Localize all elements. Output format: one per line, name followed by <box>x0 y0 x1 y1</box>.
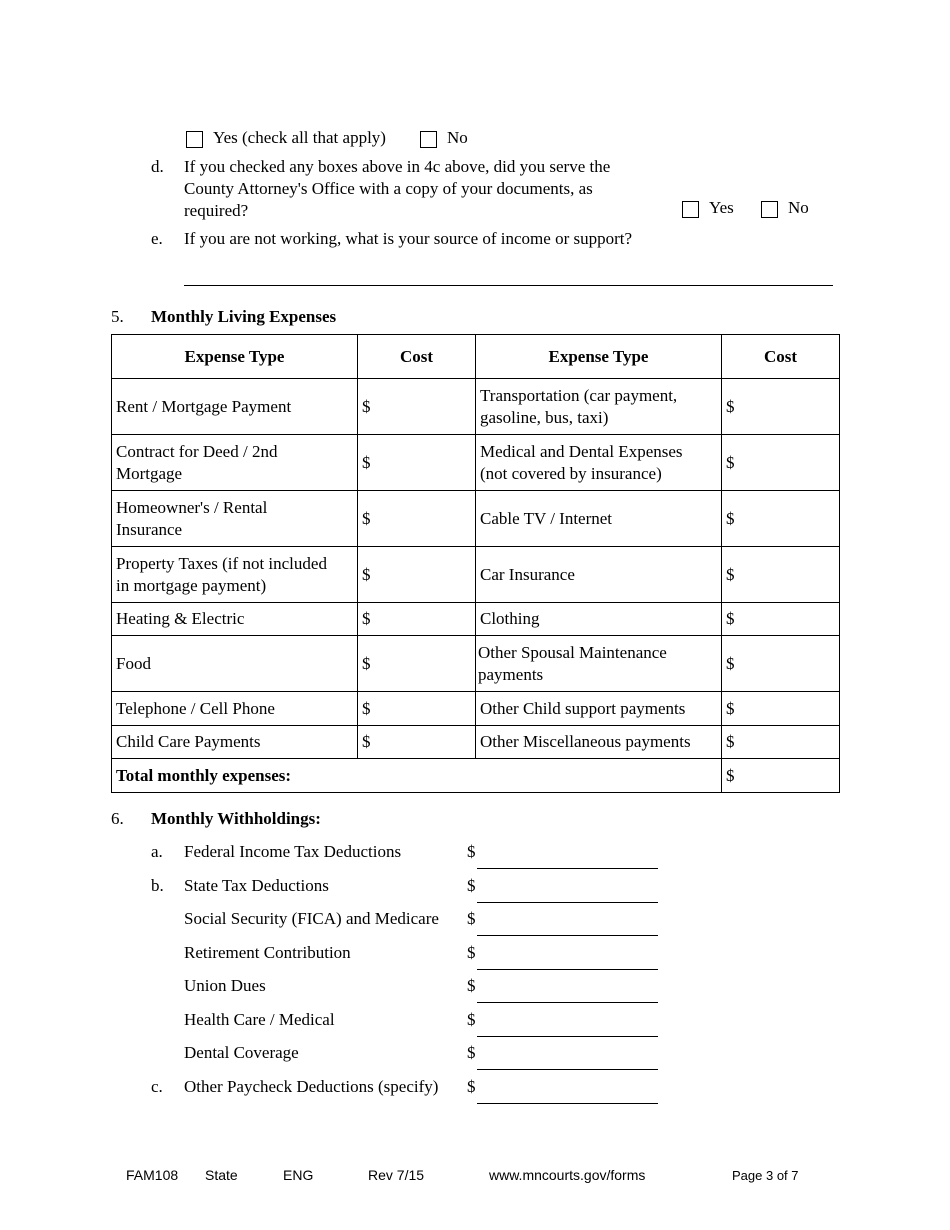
d-yes-checkbox[interactable] <box>682 201 699 218</box>
item-d-line-3: required? <box>184 201 249 220</box>
table-row <box>112 692 840 726</box>
yes-all-label: Yes (check all that apply) <box>213 128 386 147</box>
section-5-title: Monthly Living Expenses <box>151 307 337 326</box>
cost-field[interactable]: $ <box>358 547 476 603</box>
expense-label: Transportation (car payment, <box>480 385 678 405</box>
table-row <box>112 726 840 759</box>
withholding-label: Social Security (FICA) and Medicare <box>184 909 439 928</box>
item-e-text: If you are not working, what is your source of income or support? <box>184 229 633 248</box>
dollar-sign: $ <box>467 943 476 962</box>
cost-field[interactable]: $ <box>358 603 476 636</box>
expense-label: Heating & Electric <box>116 609 245 628</box>
expense-label: Medical and Dental Expenses <box>480 441 683 461</box>
table-row <box>112 491 840 547</box>
expense-label: Car Insurance <box>480 564 575 584</box>
item-d-line-2: County Attorney's Office with a copy of your documents, as <box>184 179 593 198</box>
table-row <box>112 379 840 435</box>
footer-state: State <box>205 1167 238 1183</box>
footer-revision: Rev 7/15 <box>368 1167 425 1183</box>
yes-all-checkbox[interactable] <box>186 131 203 148</box>
dollar-sign: $ <box>467 1010 476 1029</box>
expense-label: gasoline, bus, taxi) <box>480 407 609 427</box>
amount-field[interactable] <box>477 1069 658 1070</box>
cost-field[interactable]: $ <box>722 491 840 547</box>
d-yes-label: Yes <box>709 198 734 217</box>
expense-label: Mortgage <box>116 463 183 483</box>
cost-field[interactable]: $ <box>722 726 840 759</box>
item-d-letter: d. <box>151 157 164 176</box>
item-e-letter: e. <box>151 229 163 248</box>
table-row <box>112 547 840 603</box>
item-d-line-1: If you checked any boxes above in 4c above, did you serve the <box>184 157 611 176</box>
footer-form-id: FAM108 <box>126 1167 179 1183</box>
expense-label: Clothing <box>480 609 540 628</box>
cost-field[interactable]: $ <box>358 491 476 547</box>
cost-field[interactable]: $ <box>722 547 840 603</box>
cost-field[interactable]: $ <box>358 726 476 759</box>
expense-label: (not covered by insurance) <box>480 463 662 483</box>
section-6-title: Monthly Withholdings: <box>151 809 321 828</box>
dollar-sign: $ <box>467 842 476 861</box>
withholding-letter: b. <box>151 876 164 895</box>
withholding-label: Union Dues <box>184 976 266 995</box>
table-row <box>112 435 840 491</box>
amount-field[interactable] <box>477 935 658 936</box>
withholding-letter: c. <box>151 1077 163 1096</box>
amount-field[interactable] <box>477 1002 658 1003</box>
total-label: Total monthly expenses: <box>116 765 292 785</box>
expense-label: Cable TV / Internet <box>480 508 613 528</box>
cost-field[interactable]: $ <box>358 692 476 726</box>
expense-label: Other Spousal Maintenance <box>478 642 667 662</box>
amount-field[interactable] <box>477 1103 658 1104</box>
dollar-sign: $ <box>467 976 476 995</box>
cost-field[interactable]: $ <box>722 379 840 435</box>
footer-language: ENG <box>283 1167 314 1183</box>
withholding-label: Dental Coverage <box>184 1043 299 1062</box>
amount-field[interactable] <box>477 868 658 869</box>
income-source-field[interactable] <box>184 285 833 286</box>
expense-label: Child Care Payments <box>116 732 261 751</box>
expense-label: Other Child support payments <box>480 698 686 718</box>
expense-label: Other Miscellaneous payments <box>480 732 691 751</box>
d-no-label: No <box>788 198 809 217</box>
expense-label: payments <box>478 664 544 684</box>
d-no-checkbox[interactable] <box>761 201 778 218</box>
cost-field[interactable]: $ <box>358 636 476 692</box>
withholding-label: Federal Income Tax Deductions <box>184 842 402 861</box>
total-cost-field[interactable]: $ <box>722 759 840 793</box>
header-cost-2: Cost <box>722 335 840 379</box>
no-checkbox[interactable] <box>420 131 437 148</box>
dollar-sign: $ <box>467 1077 476 1096</box>
expenses-table <box>111 334 840 793</box>
dollar-sign: $ <box>467 1043 476 1062</box>
table-row <box>112 603 840 636</box>
expense-label: Property Taxes (if not included <box>116 553 327 573</box>
cost-field[interactable]: $ <box>722 692 840 726</box>
header-cost: Cost <box>358 335 476 379</box>
amount-field[interactable] <box>477 1036 658 1037</box>
section-6-number: 6. <box>111 809 124 828</box>
cost-field[interactable]: $ <box>358 379 476 435</box>
footer-page-number: Page 3 of 7 <box>732 1168 799 1183</box>
expense-label: in mortgage payment) <box>116 575 267 595</box>
expense-label: Insurance <box>116 519 183 539</box>
withholding-letter: a. <box>151 842 163 861</box>
cost-field[interactable]: $ <box>358 435 476 491</box>
total-row <box>112 759 840 793</box>
expense-label: Rent / Mortgage Payment <box>116 396 292 416</box>
no-label: No <box>447 128 468 147</box>
header-expense-type-2: Expense Type <box>476 335 722 379</box>
header-expense-type: Expense Type <box>112 335 358 379</box>
cost-field[interactable]: $ <box>722 435 840 491</box>
withholding-label: Other Paycheck Deductions (specify) <box>184 1077 439 1096</box>
section-5-number: 5. <box>111 307 124 326</box>
expense-label: Contract for Deed / 2nd <box>116 441 278 461</box>
expense-label: Homeowner's / Rental <box>116 497 268 517</box>
table-row <box>112 636 840 692</box>
cost-field[interactable]: $ <box>722 636 840 692</box>
cost-field[interactable]: $ <box>722 603 840 636</box>
dollar-sign: $ <box>467 909 476 928</box>
withholding-label: Retirement Contribution <box>184 943 351 962</box>
dollar-sign: $ <box>467 876 476 895</box>
withholding-label: Health Care / Medical <box>184 1010 335 1029</box>
withholding-label: State Tax Deductions <box>184 876 329 895</box>
footer-url: www.mncourts.gov/forms <box>489 1167 646 1183</box>
amount-field[interactable] <box>477 902 658 903</box>
expense-label: Food <box>116 653 151 673</box>
expense-label: Telephone / Cell Phone <box>116 698 275 718</box>
amount-field[interactable] <box>477 969 658 970</box>
